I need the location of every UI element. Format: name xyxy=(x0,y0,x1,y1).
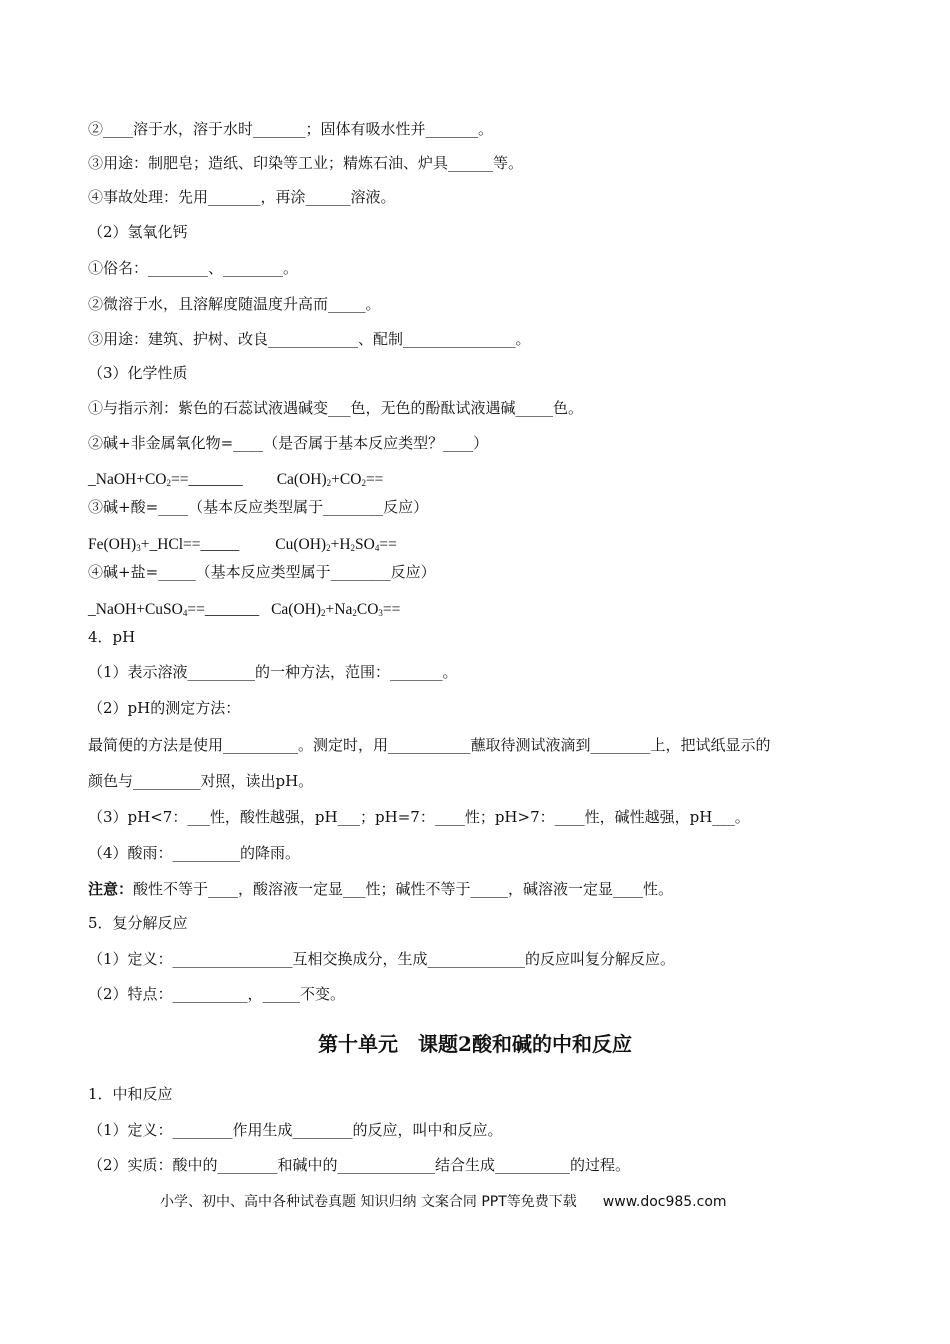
text-line: （2）pH的测定方法： xyxy=(88,699,241,717)
text-line: （3）pH<7：___性，酸性越强，pH___；pH=7：____性；pH>7：____性，碱性越强，pH___。 xyxy=(88,808,750,826)
text-line: （2）特点：__________，_____不变。 xyxy=(88,985,346,1003)
text-line: （2）实质：酸中的________和碱中的_____________结合生成__________的过程。 xyxy=(88,1156,631,1174)
equation: $Fe(OH)_3+\_HCl==\_\_\_\_\_$ xyxy=(88,536,240,553)
text-line: ④事故处理：先用_______，再涂______溶液。 xyxy=(88,188,396,206)
equation-line xyxy=(88,600,400,623)
footer-link[interactable]: www.doc985.com xyxy=(602,1194,727,1210)
section-heading: 5．复分解反应 xyxy=(88,914,188,932)
text-line: ③碱+酸=____（基本反应类型属于________反应） xyxy=(88,498,429,516)
section-title: 第十单元 课题2酸和碱的中和反应 xyxy=(318,1032,632,1056)
equation: $Ca(OH)_2+Na_2CO_3==$ xyxy=(271,601,401,618)
section-heading: 1．中和反应 xyxy=(88,1085,173,1103)
equation: _NaOH+CuSO$_4$==_______ xyxy=(88,601,260,618)
text-line: （4）酸雨：_________的降雨。 xyxy=(88,844,301,862)
text-line: ③用途：制肥皂；造纸、印染等工业；精炼石油、炉具______等。 xyxy=(88,154,524,172)
text-line: ②碱+非金属氧化物=____（是否属于基本反应类型？____） xyxy=(88,434,489,452)
text-line: 最简便的方法是使用__________。测定时，用___________蘸取待测试液滴到________上，把试纸显示的 xyxy=(88,736,771,754)
note-line: 注意：酸性不等于____，酸溶液一定显___性；碱性不等于_____，碱溶液一定显____性。 xyxy=(88,880,674,898)
footer-text: 小学、初中、高中各种试卷真题 知识归纳 文案合同 PPT等免费下载 xyxy=(160,1194,577,1210)
text-line: ②微溶于水，且溶解度随温度升高而_____。 xyxy=(88,295,381,313)
text-line: （1）表示溶液_________的一种方法，范围：_______。 xyxy=(88,663,458,681)
equation-line xyxy=(88,470,383,493)
text-line: ③用途：建筑、护树、改良____________、配制_______________。 xyxy=(88,330,531,348)
equation: $Cu(OH)_2+H_2SO_4==$ xyxy=(275,536,397,553)
page-footer xyxy=(160,1192,727,1212)
note-label: 注意： xyxy=(88,880,134,898)
text-line: （2）氢氧化钙 xyxy=(88,223,188,241)
text-line: （3）化学性质 xyxy=(88,364,188,382)
section-heading: 4．pH xyxy=(88,628,136,646)
text-line: ①与指示剂：紫色的石蕊试液遇碱变___色，无色的酚酞试液遇碱_____色。 xyxy=(88,399,584,417)
text-line: （1）定义：________________互相交换成分，生成_____________的反应叫复分解反应。 xyxy=(88,950,676,968)
text-line: ②____溶于水，溶于水时_______；固体有吸水性并_______。 xyxy=(88,120,494,138)
text-line: （1）定义：________作用生成________的反应，叫中和反应。 xyxy=(88,1121,503,1139)
text-line: ①俗名：________、________。 xyxy=(88,259,299,277)
text-line: 颜色与_________对照，读出pH。 xyxy=(88,772,314,790)
text-line: ④碱+盐=_____（基本反应类型属于________反应） xyxy=(88,563,436,581)
equation: $Ca(OH)_2+CO_2==$ xyxy=(276,471,384,488)
equation-line xyxy=(88,535,397,558)
equation: $\_NaOH+CO_2==\_\_\_\_\_\_\_$ xyxy=(88,471,243,488)
